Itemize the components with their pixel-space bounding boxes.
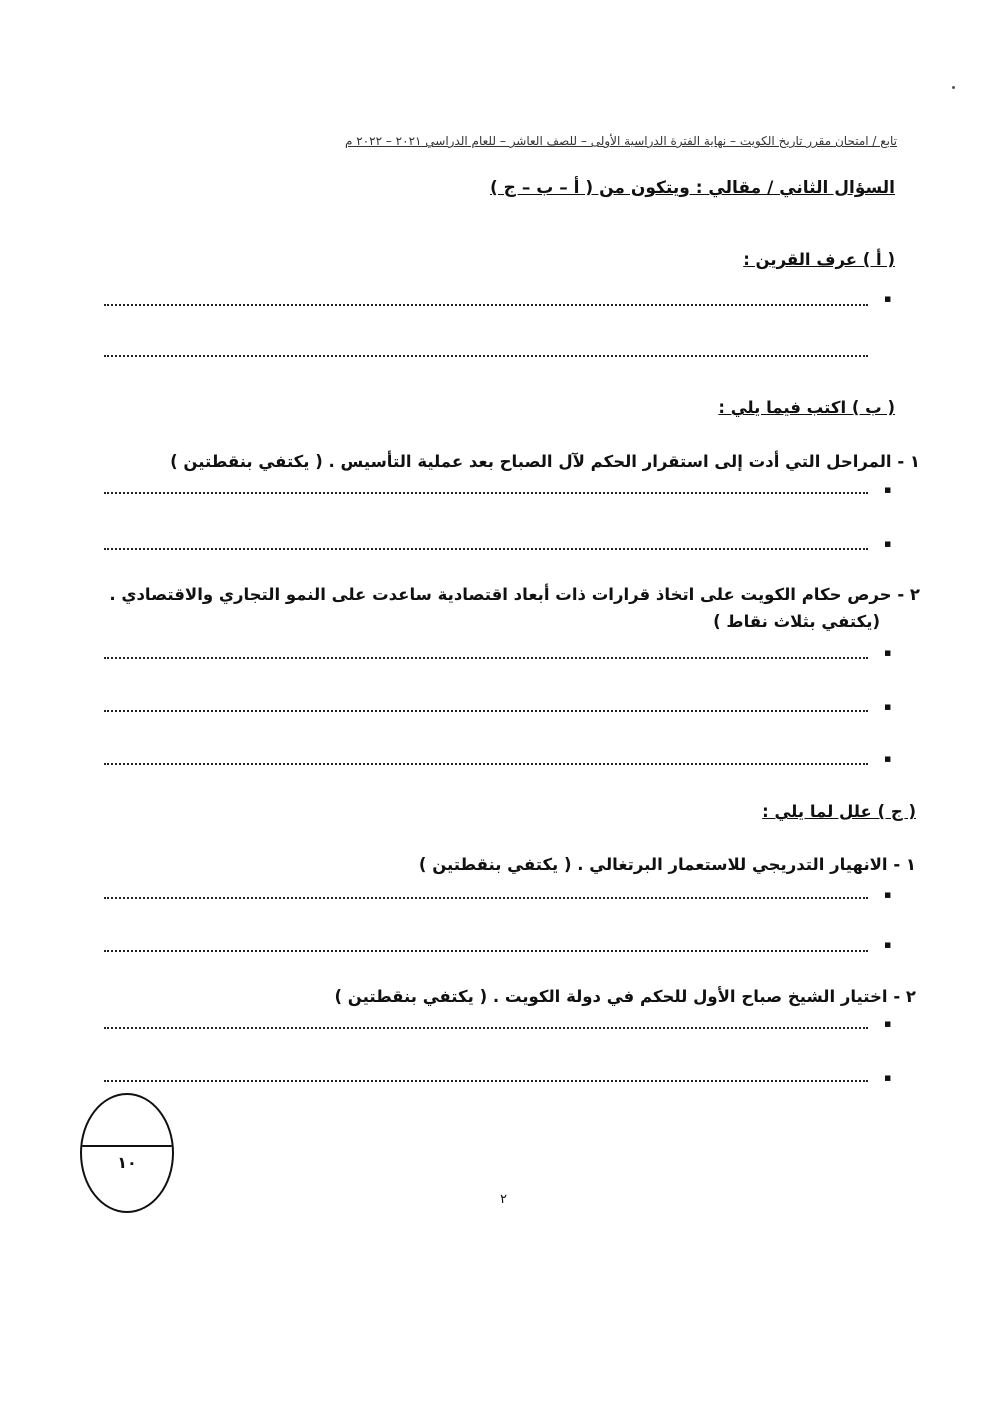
answer-line-c2-1 bbox=[104, 1027, 868, 1029]
section-a-title: ( أ ) عرف القرين : bbox=[743, 250, 895, 269]
bullet-marker: ▪ bbox=[884, 1017, 892, 1030]
bullet-marker: ▪ bbox=[884, 888, 892, 901]
section-b-item-2-line-1: ٢ - حرص حكام الكويت على اتخاذ قرارات ذات أبعاد اقتصادية ساعدت على النمو التجاري والاقتصادي . bbox=[109, 585, 920, 604]
answer-line-c1-1 bbox=[104, 897, 868, 899]
score-oval bbox=[80, 1093, 174, 1213]
score-divider bbox=[82, 1145, 172, 1147]
scan-speck bbox=[952, 86, 955, 89]
answer-line-b1-1 bbox=[104, 492, 868, 494]
bullet-marker: ▪ bbox=[884, 752, 892, 765]
page-number: ٢ bbox=[500, 1192, 507, 1207]
answer-line-c1-2 bbox=[104, 950, 868, 952]
bullet-marker: ▪ bbox=[884, 537, 892, 550]
bullet-marker: ▪ bbox=[884, 483, 892, 496]
section-c-title: ( ج ) علل لما يلي : bbox=[762, 802, 916, 821]
answer-line-b1-2 bbox=[104, 548, 868, 550]
exam-header: تابع / امتحان مقرر تاريخ الكويت – نهاية الفترة الدراسية الأولى – للصف العاشر – للعام الدراسي ٢٠٢١ – ٢٠٢٢ م bbox=[345, 134, 897, 148]
section-c-item-1: ١ - الانهيار التدريجي للاستعمار البرتغالي . ( يكتفي بنقطتين ) bbox=[418, 855, 916, 874]
answer-line-b2-1 bbox=[104, 657, 868, 659]
section-b-title: ( ب ) اكتب فيما يلي : bbox=[718, 398, 895, 417]
answer-line-c2-2 bbox=[104, 1080, 868, 1082]
bullet-marker: ▪ bbox=[884, 938, 892, 951]
answer-line-a2 bbox=[104, 355, 868, 357]
answer-line-a1 bbox=[104, 304, 868, 306]
section-b-item-2-line-2: (يكتفي بثلاث نقاط ) bbox=[713, 612, 880, 631]
bullet-marker: ▪ bbox=[884, 700, 892, 713]
score-total: ١٠ bbox=[117, 1153, 137, 1172]
bullet-marker: ▪ bbox=[884, 646, 892, 659]
bullet-marker: ▪ bbox=[884, 1071, 892, 1084]
answer-line-b2-3 bbox=[104, 763, 868, 765]
bullet-marker: ▪ bbox=[884, 292, 892, 305]
answer-line-b2-2 bbox=[104, 710, 868, 712]
question-title: السؤال الثاني / مقالي : ويتكون من ( أ – ب – ج ) bbox=[489, 178, 895, 198]
section-c-item-2: ٢ - اختيار الشيخ صباح الأول للحكم في دولة الكويت . ( يكتفي بنقطتين ) bbox=[334, 987, 916, 1006]
section-b-item-1: ١ - المراحل التي أدت إلى استقرار الحكم لآل الصباح بعد عملية التأسيس . ( يكتفي بنقطتين ) bbox=[170, 452, 920, 471]
